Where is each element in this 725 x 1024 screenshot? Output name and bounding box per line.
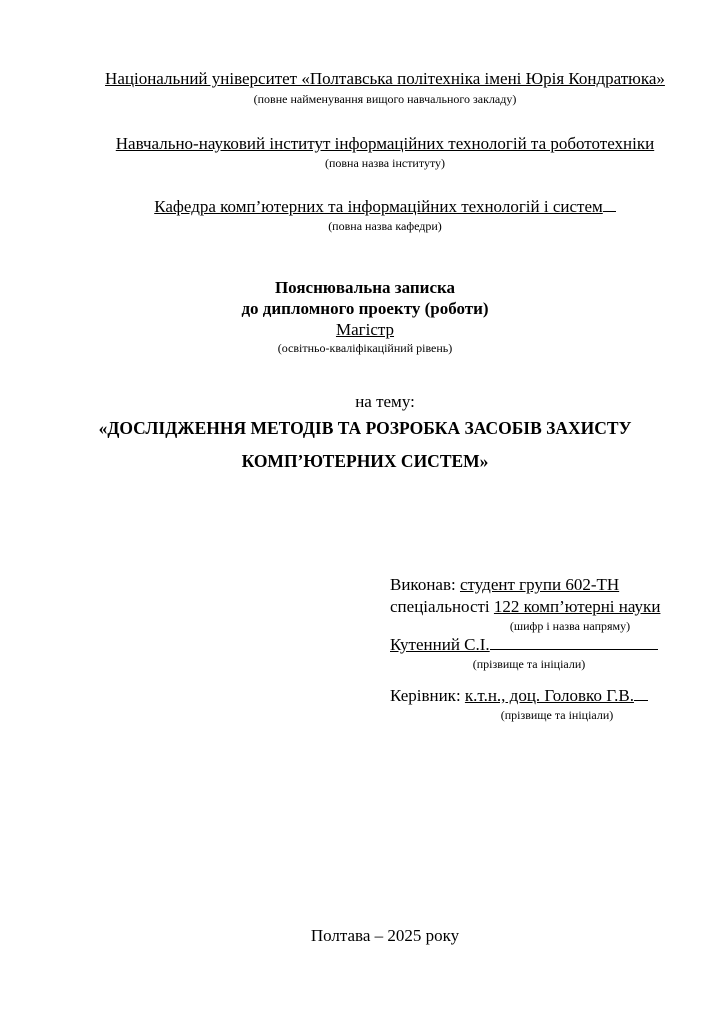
department-name <box>100 196 670 218</box>
thesis-title-line1: «ДОСЛІДЖЕННЯ МЕТОДІВ ТА РОЗРОБКА ЗАСОБІВ ЗАХИСТУ <box>98 418 632 438</box>
thesis-title <box>62 412 668 478</box>
specialty-hint: (шифр і назва напряму) <box>509 619 631 633</box>
degree-line <box>62 319 668 340</box>
doc-type-block <box>62 277 668 356</box>
department-hint: (повна назва кафедри) <box>328 219 442 233</box>
institute-name <box>100 133 670 155</box>
institute-name-text: Навчально-науковий інститут інформаційних технологій та робототехніки <box>115 134 655 153</box>
specialty-value: 122 комп’ютерні науки <box>493 597 661 616</box>
doc-type-line2: до дипломного проекту (роботи) <box>241 299 489 318</box>
blank-underline <box>490 635 658 650</box>
supervisor-line <box>390 685 670 707</box>
degree-text: Магістр <box>335 320 395 339</box>
blank-underline <box>634 686 648 701</box>
supervisor-label: Керівник: <box>390 686 461 705</box>
supervisor-name-hint: (прізвище та ініціали) <box>500 708 614 722</box>
degree-hint: (освітньо-кваліфікаційний рівень) <box>277 341 453 355</box>
department-name-text: Кафедра комп’ютерних та інформаційних технологій і систем <box>154 197 603 216</box>
supervisor-name: к.т.н., доц. Головко Г.В. <box>464 686 634 705</box>
executor-name-hint: (прізвище та ініціали) <box>472 657 586 671</box>
topic-label: на тему: <box>355 392 415 411</box>
doc-type-line1: Пояснювальна записка <box>274 278 456 297</box>
specialty-line <box>390 596 670 618</box>
thesis-title-line2: КОМП’ЮТЕРНИХ СИСТЕМ» <box>241 451 489 471</box>
specialty-label: спеціальності <box>390 597 490 616</box>
university-name <box>100 68 670 90</box>
blank-underline <box>603 197 616 212</box>
executor-label: Виконав: <box>390 575 456 594</box>
executor-line <box>390 574 670 596</box>
executor-student: студент групи 602-ТН <box>459 575 620 594</box>
signatures-block <box>390 574 670 723</box>
university-name-text: Національний університет «Полтавська політехніка імені Юрія Кондратюка» <box>105 69 665 88</box>
executor-name: Кутенний С.І. <box>390 635 490 654</box>
institute-hint: (повна назва інституту) <box>324 156 446 170</box>
footer-city-year: Полтава – 2025 року <box>310 926 460 945</box>
executor-name-line <box>390 634 670 656</box>
university-hint: (повне найменування вищого навчального закладу) <box>253 92 517 106</box>
